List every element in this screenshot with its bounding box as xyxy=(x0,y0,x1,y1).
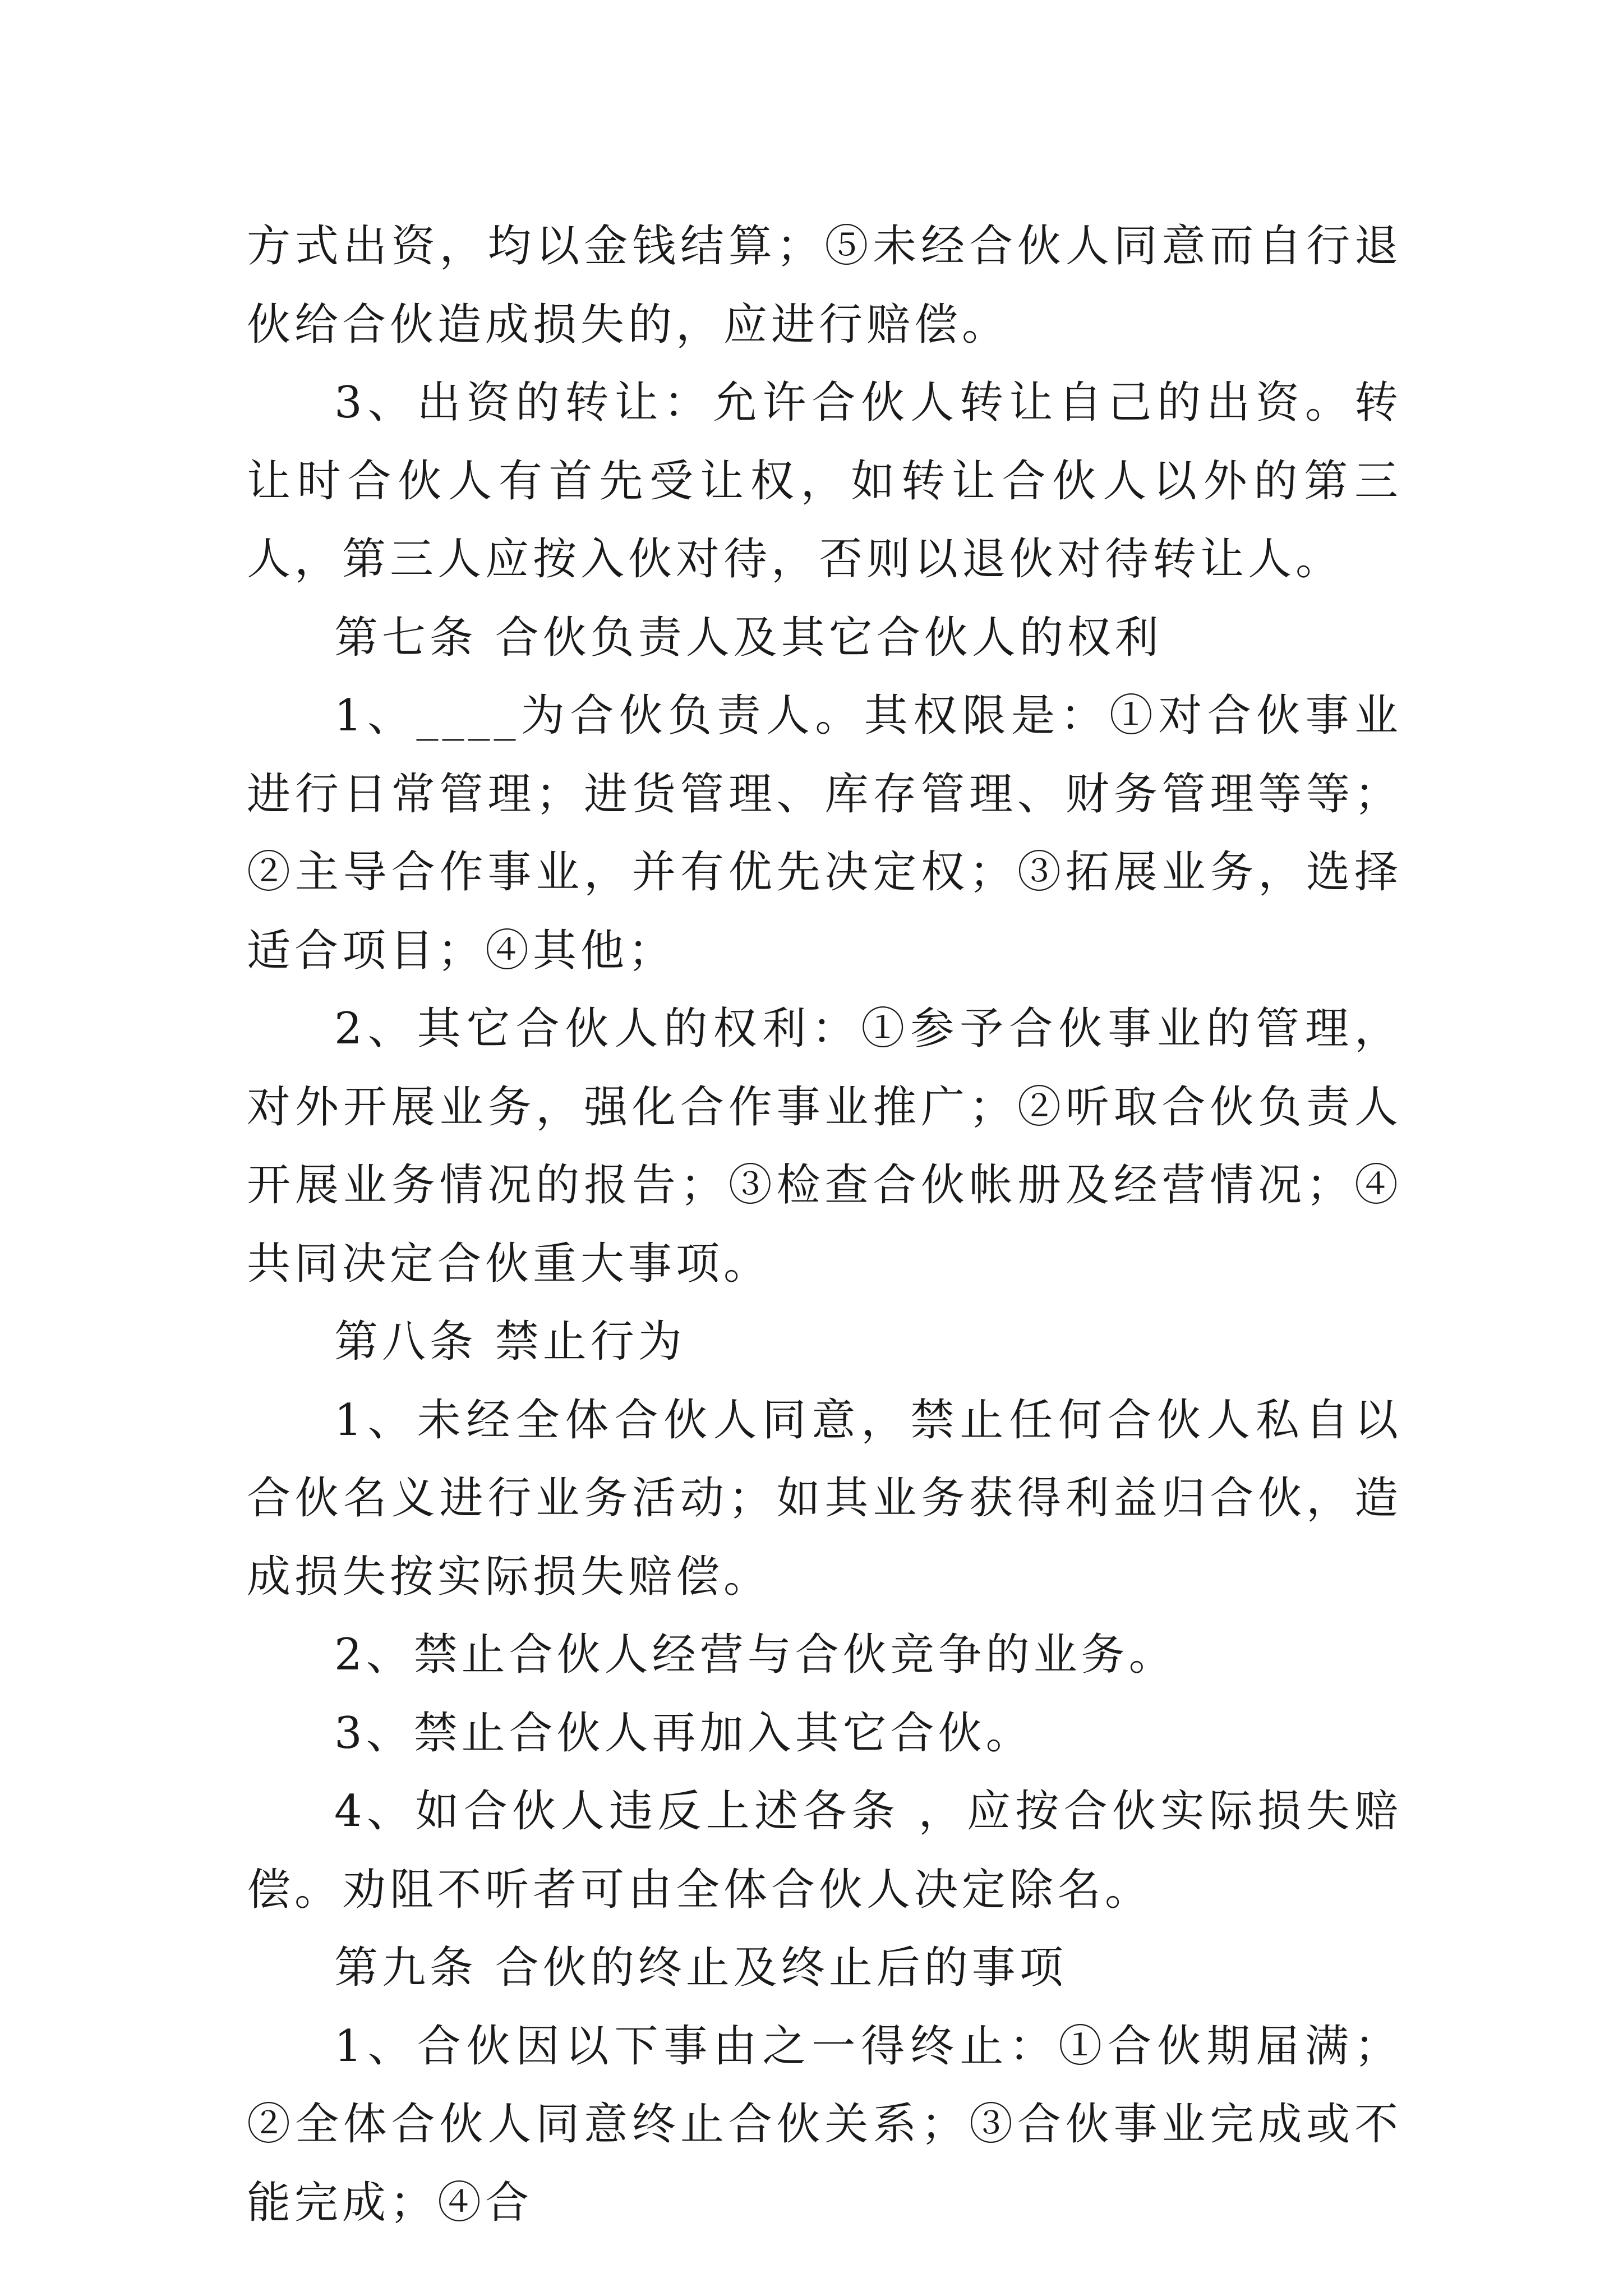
paragraph-article-8-item-3: 3、禁止合伙人再加入其它合伙。 xyxy=(334,1708,1034,1759)
paragraph-article-8-item-2: 2、禁止合伙人经营与合伙竞争的业务。 xyxy=(334,1630,1177,1680)
paragraph-article-7-item-2: 2、其它合伙人的权利：①参予合伙事业的管理，对外开展业务，强化合作事业推广；②听取合伙负责人开展业务情况的报告；③检查合伙帐册及经营情况；④共同决定合伙重大事项。 xyxy=(247,1004,1402,1289)
paragraph-article-7-item-1: 1、____为合伙负责人。其权限是：①对合伙事业进行日常管理；进货管理、库存管理、财务管理等等；②主导合作事业，并有优先决定权；③拓展业务，选择适合项目；④其他； xyxy=(247,691,1402,976)
document-body xyxy=(247,208,1402,2242)
paragraph-article-9-item-1: 1、合伙因以下事由之一得终止：①合伙期届满；②全体合伙人同意终止合伙关系；③合伙事业完成或不能完成；④合 xyxy=(247,2021,1402,2228)
paragraph-article-8-item-1: 1、未经全体合伙人同意，禁止任何合伙人私自以合伙名义进行业务活动；如其业务获得利益归合伙，造成损失按实际损失赔偿。 xyxy=(247,1395,1402,1602)
article-9-heading: 第九条 合伙的终止及终止后的事项 xyxy=(334,1943,1067,1993)
article-7-heading: 第七条 合伙负责人及其它合伙人的权利 xyxy=(334,612,1163,663)
article-8-heading: 第八条 禁止行为 xyxy=(334,1317,686,1367)
paragraph-article-8-item-4: 4、如合伙人违反上述各条 ，应按合伙实际损失赔偿。劝阻不听者可由全体合伙人决定除名。 xyxy=(247,1786,1402,1915)
paragraph-capital-transfer: 3、出资的转让：允许合伙人转让自己的出资。转让时合伙人有首先受让权，如转让合伙人以外的第三人，第三人应按入伙对待，否则以退伙对待转让人。 xyxy=(247,378,1402,585)
paragraph-continuation: 方式出资，均以金钱结算；⑤未经合伙人同意而自行退伙给合伙造成损失的，应进行赔偿。 xyxy=(247,221,1402,350)
